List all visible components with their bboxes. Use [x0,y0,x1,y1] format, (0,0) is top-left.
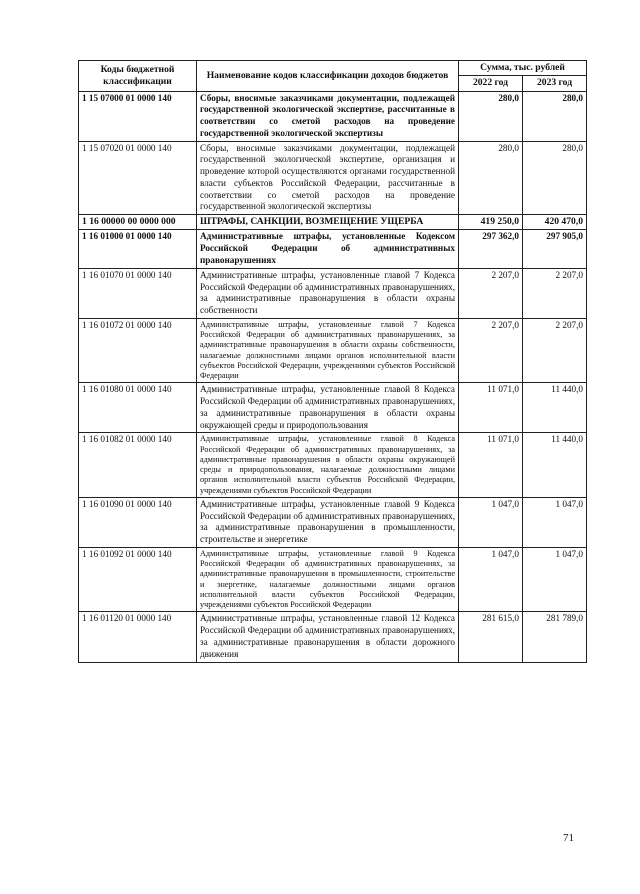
table-row [79,91,587,141]
table-row [79,383,587,433]
row-code: 1 16 01070 01 0000 140 [79,268,197,318]
row-name: Административные штрафы, установленные главой 9 Кодекса Российской Федерации об административных правонарушениях, за административные правонарушения в промышленности, строительстве и энергетике, налагаемые должностными лицами органов исполнительной власти субъектов Российской Федерации, учреждениями субъектов Российской Федерации [197,547,459,612]
header-sum: Сумма, тыс. рублей [459,61,587,76]
header-name: Наименование кодов классификации доходов бюджетов [197,61,459,92]
row-name: Административные штрафы, установленные главой 9 Кодекса Российской Федерации об административных правонарушениях, за административные правонарушения в промышленности, строительстве и энергетике [197,497,459,547]
row-value-2023: 1 047,0 [523,547,587,612]
row-value-2023: 2 207,0 [523,318,587,383]
row-code: 1 16 01080 01 0000 140 [79,383,197,433]
table-row [79,318,587,383]
row-value-2022: 2 207,0 [459,318,523,383]
header-codes: Коды бюджетной классификации [79,61,197,92]
row-value-2022: 1 047,0 [459,547,523,612]
table-row [79,230,587,268]
row-name: Сборы, вносимые заказчиками документации, подлежащей государственной экологической экспертизе, рассчитанные в соответствии со сметой расходов на проведение государственной экологической экспертизы [197,91,459,141]
table-row [79,215,587,230]
row-name: Административные штрафы, установленные главой 7 Кодекса Российской Федерации об административных правонарушениях, за административные правонарушения в области охраны собственности, налагаемые должностными лицами органов исполнительной власти субъектов Российской Федерации, учреждениями субъектов Российской Федерации [197,318,459,383]
row-value-2023: 420 470,0 [523,215,587,230]
row-name: Административные штрафы, установленные Кодексом Российской Федерации об административных правонарушениях [197,230,459,268]
row-code: 1 16 00000 00 0000 000 [79,215,197,230]
row-value-2023: 11 440,0 [523,383,587,433]
row-code: 1 15 07020 01 0000 140 [79,141,197,215]
budget-table [78,60,587,663]
row-value-2023: 280,0 [523,91,587,141]
row-name: Административные штрафы, установленные главой 7 Кодекса Российской Федерации об административных правонарушениях, за административные правонарушения в области охраны собственности [197,268,459,318]
table-row [79,433,587,498]
row-code: 1 16 01092 01 0000 140 [79,547,197,612]
row-name: Административные штрафы, установленные главой 8 Кодекса Российской Федерации об административных правонарушениях, за административные правонарушения в области охраны окружающей среды и природопользования [197,383,459,433]
row-value-2022: 11 071,0 [459,383,523,433]
page-number: 71 [563,832,574,844]
table-row [79,268,587,318]
row-code: 1 16 01072 01 0000 140 [79,318,197,383]
table-row [79,612,587,662]
row-value-2022: 2 207,0 [459,268,523,318]
table-row [79,141,587,215]
row-name: ШТРАФЫ, САНКЦИИ, ВОЗМЕЩЕНИЕ УЩЕРБА [197,215,459,230]
row-value-2023: 11 440,0 [523,433,587,498]
row-value-2023: 2 207,0 [523,268,587,318]
row-value-2022: 281 615,0 [459,612,523,662]
row-code: 1 16 01090 01 0000 140 [79,497,197,547]
row-value-2023: 280,0 [523,141,587,215]
row-value-2023: 1 047,0 [523,497,587,547]
row-value-2022: 280,0 [459,141,523,215]
row-value-2022: 280,0 [459,91,523,141]
header-year-2023: 2023 год [523,76,587,91]
row-value-2022: 11 071,0 [459,433,523,498]
row-name: Административные штрафы, установленные главой 12 Кодекса Российской Федерации об административных правонарушениях, за административные правонарушения в области дорожного движения [197,612,459,662]
header-year-2022: 2022 год [459,76,523,91]
row-name: Сборы, вносимые заказчиками документации, подлежащей государственной экологической экспертизе, организация и проведение которой осуществляются органами государственной власти субъектов Российской Федерации, рассчитанные в соответствии со сметой расходов на проведение государственной экологической экспертизы [197,141,459,215]
row-value-2022: 297 362,0 [459,230,523,268]
row-name: Административные штрафы, установленные главой 8 Кодекса Российской Федерации об административных правонарушениях, за административные правонарушения в области охраны окружающей среды и природопользования, налагаемые должностными лицами органов исполнительной власти субъектов Российской Федерации, учреждениями субъектов Российской Федерации [197,433,459,498]
row-value-2023: 281 789,0 [523,612,587,662]
row-code: 1 16 01000 01 0000 140 [79,230,197,268]
row-code: 1 16 01120 01 0000 140 [79,612,197,662]
row-value-2023: 297 905,0 [523,230,587,268]
row-value-2022: 419 250,0 [459,215,523,230]
row-code: 1 16 01082 01 0000 140 [79,433,197,498]
row-value-2022: 1 047,0 [459,497,523,547]
table-row [79,547,587,612]
row-code: 1 15 07000 01 0000 140 [79,91,197,141]
table-header-row [79,61,587,76]
table-row [79,497,587,547]
